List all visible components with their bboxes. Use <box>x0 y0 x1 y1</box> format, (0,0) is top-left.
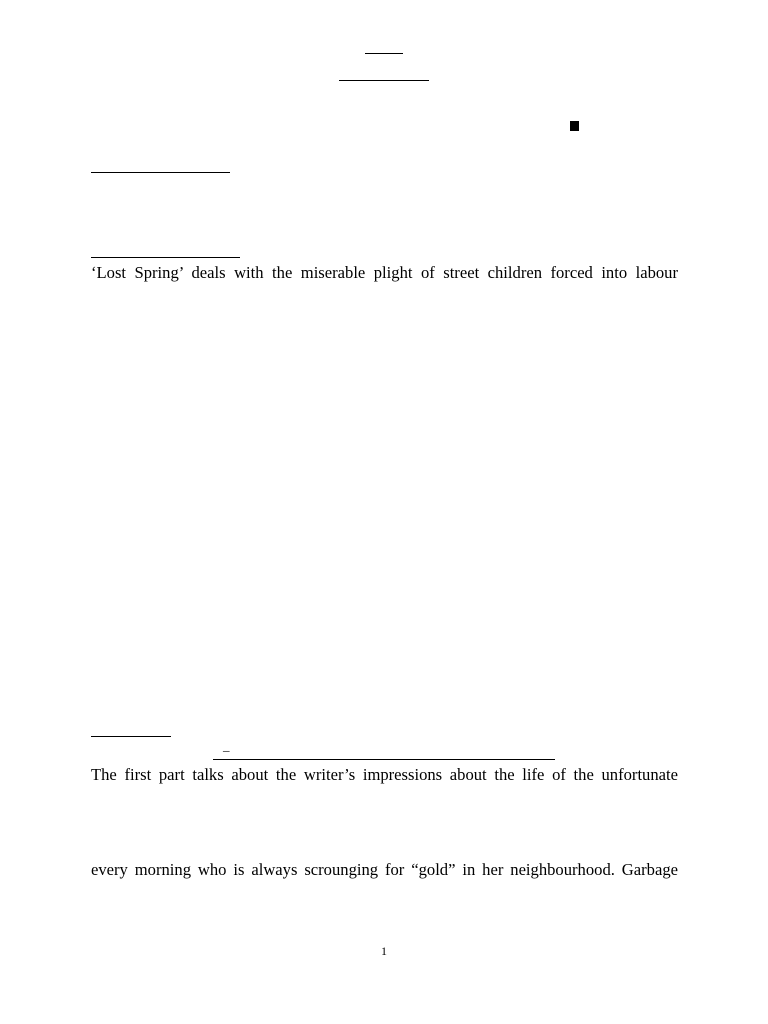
subtitle-underline <box>339 80 429 81</box>
part1-heading-underline <box>91 736 171 737</box>
intro-paragraph-line: ‘Lost Spring’ deals with the miserable plight of street children forced into labour <box>91 263 678 282</box>
part1-paragraph-line-2: every morning who is always scrounging for “gold” in her neighbourhood. Garbage <box>91 860 678 879</box>
dash-mark: _ <box>223 738 230 753</box>
part1-paragraph-line-1: The first part talks about the writer’s impressions about the life of the unfortunate <box>91 765 678 784</box>
part1-subheading-underline <box>213 759 555 760</box>
intro-heading-underline <box>91 257 240 258</box>
title-underline <box>365 53 403 54</box>
bullet-square-icon <box>570 121 579 131</box>
page-number: 1 <box>381 944 387 958</box>
section-heading-underline <box>91 172 230 173</box>
